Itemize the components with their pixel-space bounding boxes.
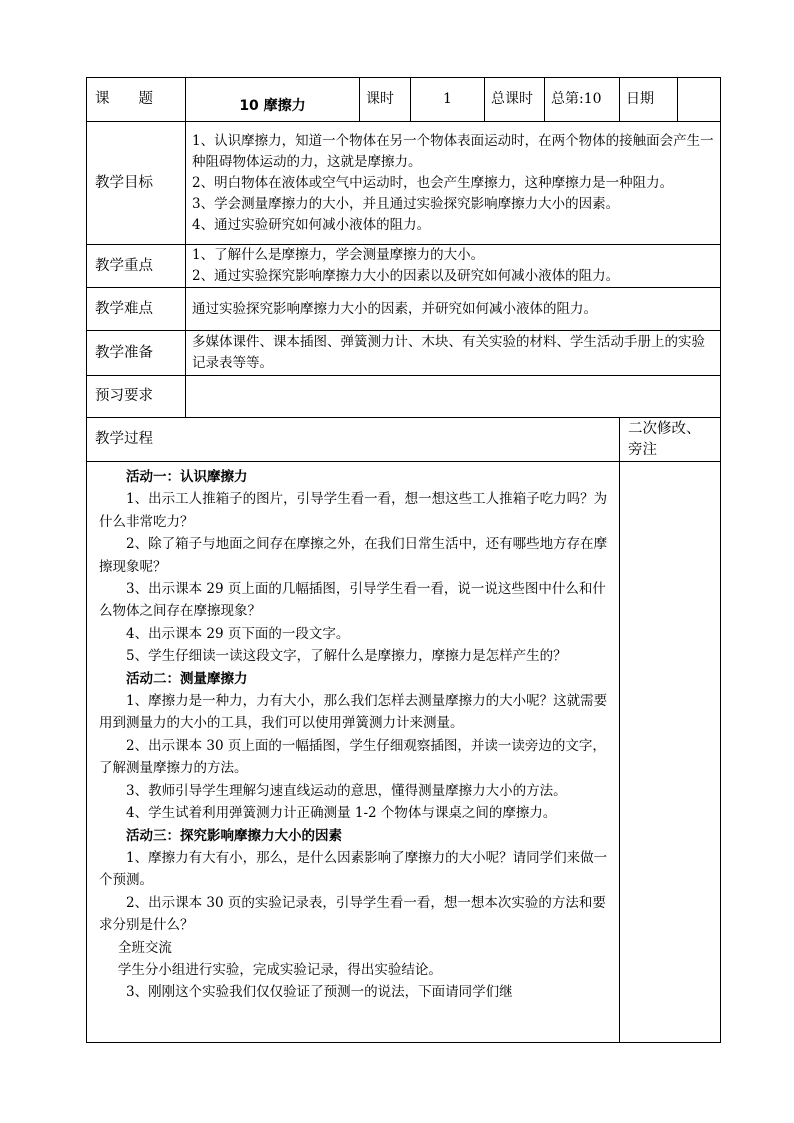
- process-paragraph: 2、出示课本 30 页的实验记录表，引导学生看一看，想一想本次实验的方法和要求分别是什么？: [99, 894, 606, 934]
- process-paragraph: 1、摩擦力是一种力，力有大小，那么我们怎样去测量摩擦力的大小呢？这就需要用到测量力的大小的工具，我们可以使用弹簧测力计来测量。: [99, 693, 608, 732]
- lesson-title: 10 摩擦力: [186, 78, 360, 122]
- process-paragraph: 3、教师引导学生理解匀速直线运动的意思，懂得测量摩擦力大小的方法。: [126, 782, 567, 799]
- preparation-content: 多媒体课件、课本插图、弹簧测力计、木块、有关实验的材料、学生活动手册上的实验记录表等等。: [186, 331, 721, 376]
- goals-content: [186, 122, 721, 245]
- process-paragraph: 全班交流: [117, 939, 172, 956]
- process-paragraph: 3、刚刚这个实验我们仅仅验证了预测一的说法，下面请同学们继: [126, 984, 513, 1001]
- goal-item: 3、学会测量摩擦力的大小，并且通过实验探究影响摩擦力大小的因素。: [192, 195, 620, 212]
- header-row: [87, 78, 721, 122]
- activity-heading: 活动三：探究影响摩擦力大小的因素: [126, 827, 342, 844]
- preparation-row: [87, 331, 721, 376]
- period-label: 课时: [360, 78, 411, 122]
- process-header-row: [87, 418, 721, 462]
- process-paragraph: 1、出示工人推箱子的图片，引导学生看一看，想一想这些工人推箱子吃力吗？为什么非常吃力？: [99, 491, 608, 530]
- date-value: [678, 78, 721, 122]
- goals-label: 教学目标: [87, 122, 186, 245]
- process-body-row: [87, 462, 721, 1043]
- key-points-label: 教学重点: [87, 245, 186, 288]
- side-notes-label: 二次修改、旁注: [620, 418, 721, 462]
- process-content: [87, 462, 620, 1043]
- key-points-content: [186, 245, 721, 288]
- preparation-label: 教学准备: [87, 331, 186, 376]
- activity-heading: 活动一：认识摩擦力: [126, 469, 248, 485]
- preview-content: [186, 376, 721, 418]
- goal-item: 2、明白物体在液体或空气中运动时，也会产生摩擦力，这种摩擦力是一种阻力。: [192, 174, 674, 191]
- goal-item: 4、通过实验研究如何减小液体的阻力。: [192, 216, 431, 233]
- total-value: 总第:10: [545, 78, 620, 122]
- process-paragraph: 学生分小组进行实验，完成实验记录，得出实验结论。: [117, 961, 442, 978]
- preview-label: 预习要求: [87, 376, 186, 418]
- process-label: 教学过程: [87, 418, 620, 462]
- process-paragraph: 4、学生试着利用弹簧测力计正确测量 1-2 个物体与课桌之间的摩擦力。: [126, 805, 557, 822]
- difficulties-row: [87, 288, 721, 331]
- process-paragraph: 4、出示课本 29 页下面的一段文字。: [126, 625, 350, 642]
- goal-item: 1、认识摩擦力，知道一个物体在另一个物体表面运动时，在两个物体的接触面会产生一种阻碍物体运动的力，这就是摩擦力。: [192, 132, 714, 170]
- lesson-plan-sheet: [86, 77, 720, 1043]
- process-paragraph: 3、出示课本 29 页上面的几幅插图，引导学生看一看，说一说这些图中什么和什么物体之间存在摩擦现象？: [99, 581, 606, 620]
- process-paragraph: 5、学生仔细读一读这段文字，了解什么是摩擦力，摩擦力是怎样产生的？: [126, 648, 567, 665]
- process-paragraph: 2、出示课本 30 页上面的一幅插图，学生仔细观察插图，并读一读旁边的文字，了解测量摩擦力的方法。: [99, 737, 606, 777]
- goals-row: [87, 122, 721, 245]
- side-notes-content: [620, 462, 721, 1043]
- process-paragraph: 2、除了箱子与地面之间存在摩擦之外，在我们日常生活中，还有哪些地方存在摩擦现象呢？: [99, 536, 608, 575]
- activity-heading: 活动二：测量摩擦力: [126, 670, 248, 687]
- course-label: 课 题: [87, 78, 186, 122]
- lesson-plan-table: [86, 77, 721, 1043]
- key-point-item: 1、了解什么是摩擦力，学会测量摩擦力的大小。: [192, 247, 485, 263]
- difficulties-content: 通过实验探究影响摩擦力大小的因素，并研究如何减小液体的阻力。: [186, 288, 721, 331]
- key-point-item: 2、通过实验探究影响摩擦力大小的因素以及研究如何减小液体的阻力。: [192, 268, 620, 284]
- process-paragraph: 1、摩擦力有大有小，那么，是什么因素影响了摩擦力的大小呢？请同学们来做一个预测。: [99, 849, 608, 889]
- date-label: 日期: [620, 78, 678, 122]
- preview-row: [87, 376, 721, 418]
- key-points-row: [87, 245, 721, 288]
- total-label: 总课时: [485, 78, 545, 122]
- period-value: 1: [411, 78, 485, 122]
- difficulties-label: 教学难点: [87, 288, 186, 331]
